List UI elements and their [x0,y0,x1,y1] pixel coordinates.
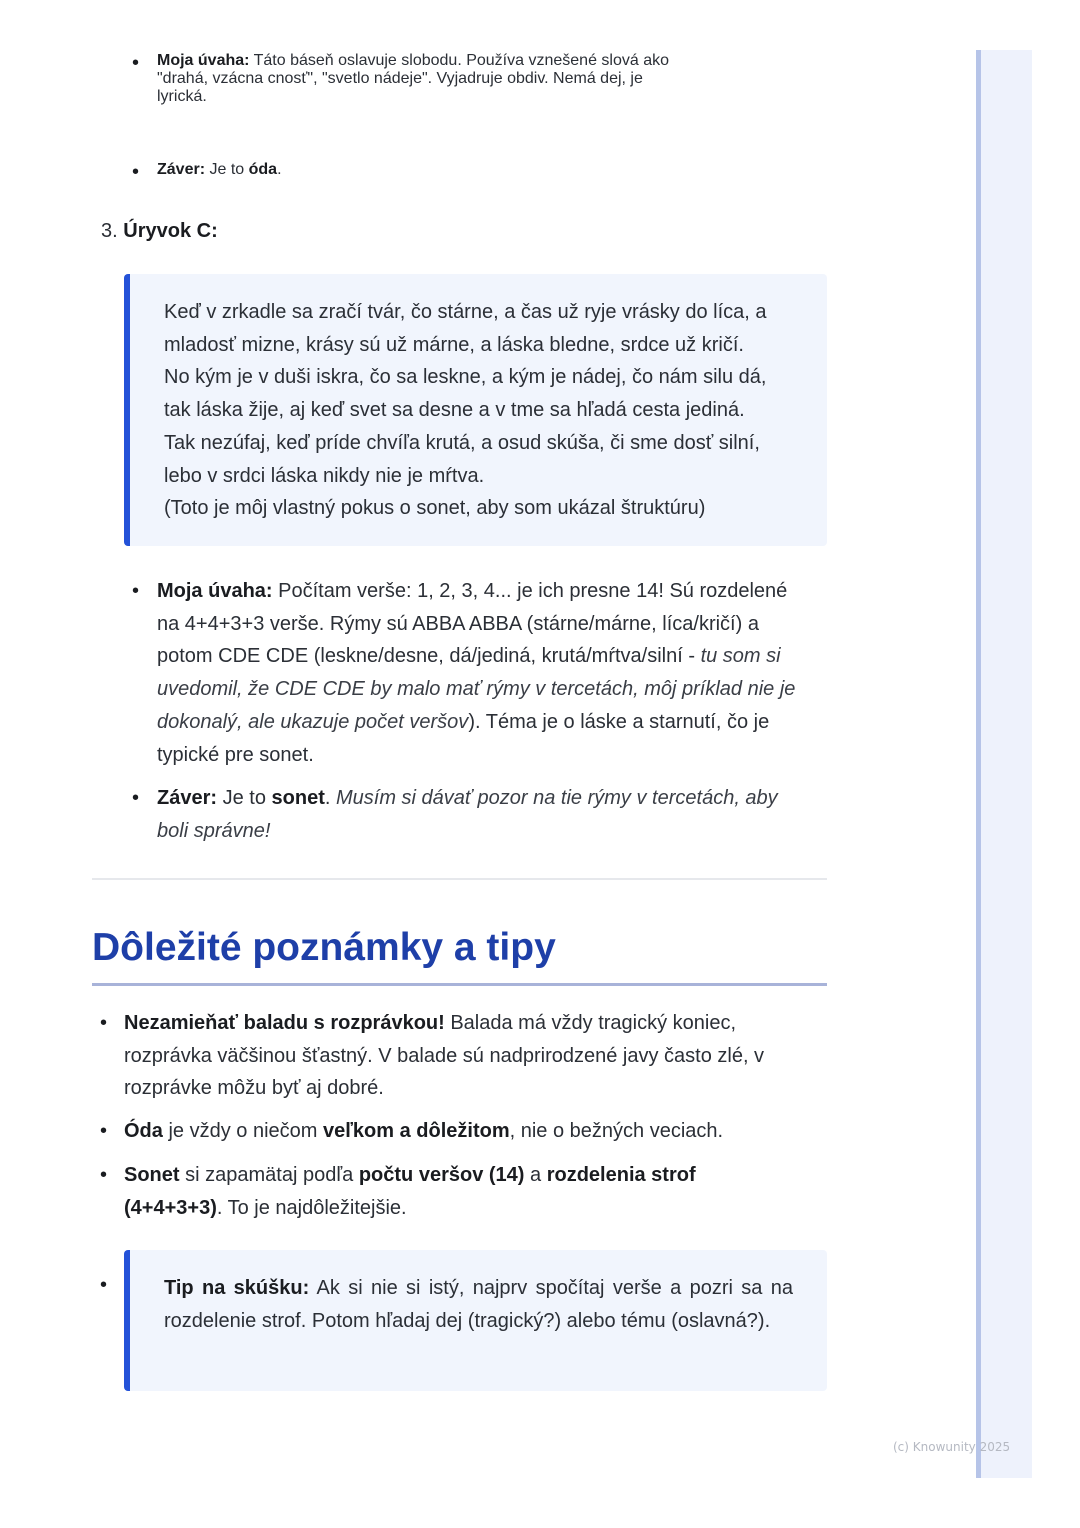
poem-line: Keď v zrkadle sa zračí tvár, čo stárne, a čas už ryje vrásky do líca, a [164,301,767,323]
note-item-oda: • Óda je vždy o niečom veľkom a dôležitom, nie o bežných veciach. [124,1115,814,1148]
section-c-heading: 3. Úryvok C: [101,220,218,242]
poem-line: tak láska žije, aj keď svet sa desne a v tme sa hľadá cesta jediná. [164,399,745,422]
heading-underline [92,983,827,986]
exam-tip-callout: Tip na skúšku: Ak si nie si istý, najprv spočítaj verše a pozri sa na rozdelenie strof. Potom hľadaj dej (tragický?) alebo tému (oslavná?). [124,1250,827,1391]
copyright-footer: (c) Knowunity 2025 [893,1440,1011,1454]
poem-blockquote [124,274,827,546]
section-divider [92,878,827,880]
tip-bullet-icon: • [100,1274,108,1296]
poem-line: mladosť mizne, krásy sú už márne, a láska bledne, srdce už kričí. [164,333,744,356]
poem-note: (Toto je môj vlastný pokus o sonet, aby som ukázal štruktúru) [164,497,706,520]
poem-line: Tak nezúfaj, keď príde chvíľa krutá, a osud skúša, či sme dosť silní, [164,431,760,454]
reflection-item-c: • Moja úvaha: Počítam verše: 1, 2, 3, 4... je ich presne 14! Sú rozdelené na 4+4+3+3 verše. Rýmy sú ABBA ABBA (stárne/márne, líca/kričí) a potom CDE CDE (leskne/desne, dá/jediná, krutá/mŕtva/silní - tu som si uvedomil, že CDE CDE by malo mať rýmy v tercetách, môj príklad nie je dokonalý, ale ukazuje počet veršov). Téma je o láske a starnutí, čo je typické pre sonet. [157,575,827,771]
conclusion-item-c: • Záver: Je to sonet. Musím si dávať pozor na tie rýmy v tercetách, aby boli správne! [157,782,827,847]
conclusion-item-b: • Záver: Je to óda. [157,161,827,179]
notes-heading: Dôležité poznámky a tipy [92,926,556,969]
note-item-ballad: • Nezamieňať baladu s rozprávkou! Balada má vždy tragický koniec, rozprávka väčšinou šťastný. V balade sú nadprirodzené javy často zlé, v rozprávke môžu byť aj dobré. [124,1007,814,1105]
reflection-item-b: • Moja úvaha: Táto báseň oslavuje slobodu. Používa vznešené slová ako "drahá, vzácna cnosť", "svetlo nádeje". Vyjadruje obdiv. Nemá dej, je lyrická. [157,52,827,106]
poem-line: lebo v srdci láska nikdy nie je mŕtva. [164,464,485,487]
page-side-panel [976,50,1032,1478]
note-item-sonet: • Sonet si zapamätaj podľa počtu veršov (14) a rozdelenia strof (4+4+3+3). To je najdôležitejšie. [124,1159,814,1224]
reflection-label: Moja úvaha: [157,52,250,69]
poem-line: No kým je v duši iskra, čo sa leskne, a kým je nádej, čo nám silu dá, [164,366,767,389]
